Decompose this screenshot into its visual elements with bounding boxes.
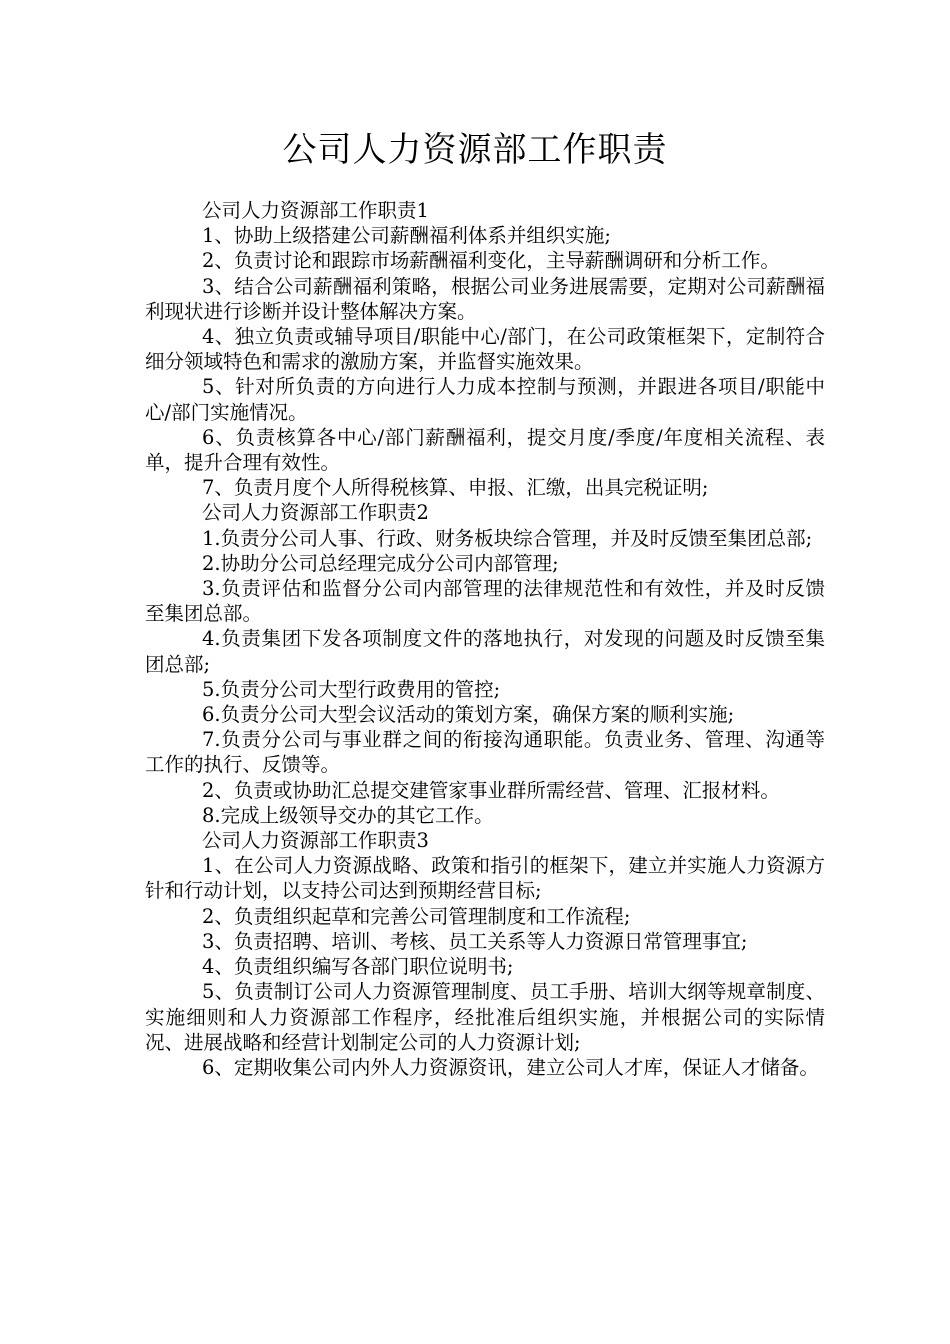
paragraph: 3、结合公司薪酬福利策略，根据公司业务进展需要，定期对公司薪酬福利现状进行诊断并设计整体解决方案。: [145, 274, 825, 323]
section-heading-2: 公司人力资源部工作职责2: [202, 501, 429, 525]
paragraph: 4、负责组织编写各部门职位说明书;: [202, 955, 514, 979]
paragraph: 1、协助上级搭建公司薪酬福利体系并组织实施;: [202, 224, 611, 248]
paragraph: 7.负责分公司与事业群之间的衔接沟通职能。负责业务、管理、沟通等工作的执行、反馈等。: [145, 728, 825, 777]
document-body: [145, 198, 825, 1080]
paragraph: 1、在公司人力资源战略、政策和指引的框架下，建立并实施人力资源方针和行动计划，以支持公司达到预期经营目标;: [145, 854, 825, 903]
paragraph: 2、负责讨论和跟踪市场薪酬福利变化，主导薪酬调研和分析工作。: [202, 249, 780, 273]
paragraph: 6、负责核算各中心/部门薪酬福利，提交月度/季度/年度相关流程、表单，提升合理有效性。: [145, 425, 825, 475]
paragraph: 7、负责月度个人所得税核算、申报、汇缴，出具完税证明;: [202, 476, 709, 500]
paragraph: 4、独立负责或辅导项目/职能中心/部门，在公司政策框架下，定制符合细分领域特色和需求的激励方案，并监督实施效果。: [145, 325, 825, 374]
paragraph: 2、负责或协助汇总提交建管家事业群所需经营、管理、汇报材料。: [202, 778, 780, 802]
section-heading-1: 公司人力资源部工作职责1: [202, 199, 429, 222]
paragraph: 5、针对所负责的方向进行人力成本控制与预测，并跟进各项目/职能中心/部门实施情况。: [145, 375, 825, 424]
paragraph: 6、定期收集公司内外人力资源资讯，建立公司人才库，保证人才储备。: [202, 1055, 819, 1079]
paragraph: 2、负责组织起草和完善公司管理制度和工作流程;: [202, 904, 631, 928]
paragraph: 1.负责分公司人事、行政、财务板块综合管理，并及时反馈至集团总部;: [202, 526, 813, 550]
paragraph: 5、负责制订公司人力资源管理制度、员工手册、培训大纲等规章制度、实施细则和人力资源部工作程序，经批准后组织实施，并根据公司的实际情况、进展战略和经营计划制定公司的人力资源计划;: [145, 980, 825, 1054]
paragraph: 6.负责分公司大型会议活动的策划方案，确保方案的顺利实施;: [202, 703, 735, 727]
section-heading-3: 公司人力资源部工作职责3: [202, 829, 429, 853]
paragraph: 3、负责招聘、培训、考核、员工关系等人力资源日常管理事宜;: [202, 929, 748, 953]
paragraph: 3.负责评估和监督分公司内部管理的法律规范性和有效性，并及时反馈至集团总部。: [145, 577, 825, 626]
paragraph: 4.负责集团下发各项制度文件的落地执行，对发现的问题及时反馈至集团总部;: [145, 627, 825, 676]
document-title: 公司人力资源部工作职责: [282, 130, 668, 170]
paragraph: 5.负责分公司大型行政费用的管控;: [202, 677, 501, 701]
paragraph: 8.完成上级领导交办的其它工作。: [202, 803, 494, 827]
paragraph: 2.协助分公司总经理完成分公司内部管理;: [202, 551, 559, 575]
